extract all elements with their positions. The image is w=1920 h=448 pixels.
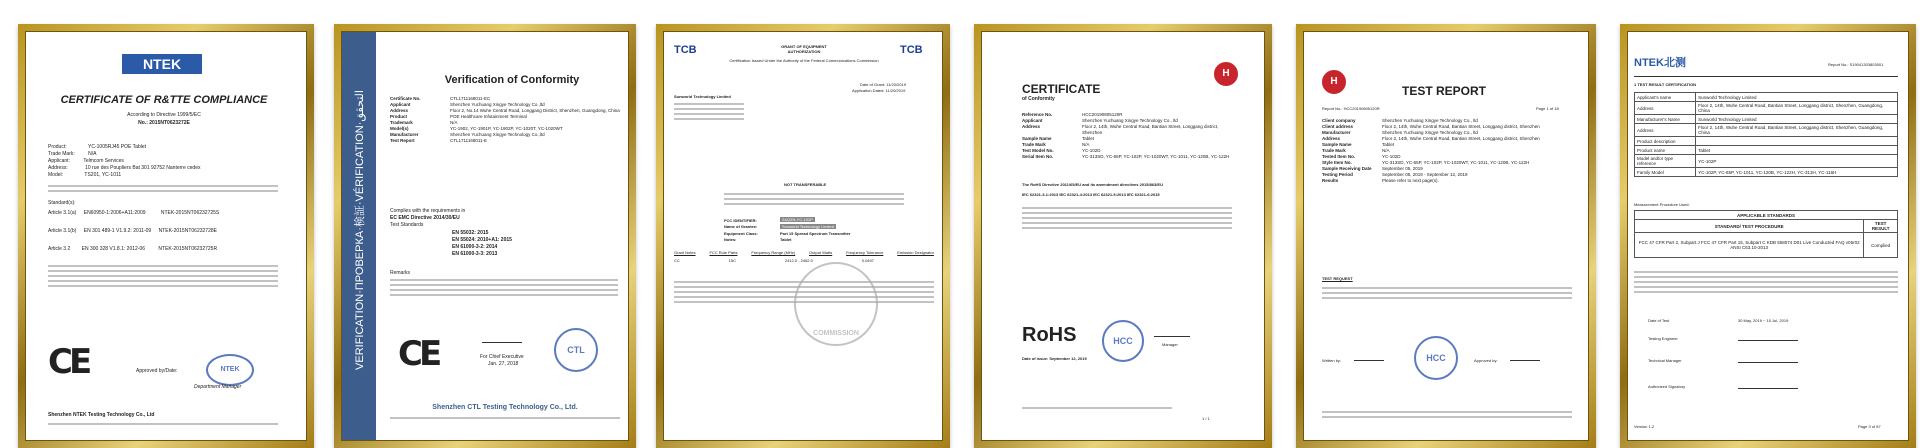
table-row: FCC 47 CFR Part 2, Subpart J FCC 47 CFR Part 15, Subpart C KDB 558074 D01 Live Conducted FAQ v05r02 ANSI C63.10-2013 Complied xyxy=(1635,233,1898,258)
field-row: Applicant Shenzhen Yuchuang Xingye Technology Co.,ltd xyxy=(390,102,545,107)
written-by: Written by: xyxy=(1322,358,1342,363)
certificate-ntek-test-result xyxy=(1627,31,1909,441)
rohs-mark: RoHS xyxy=(1022,324,1077,346)
ntek-logo: NTEK xyxy=(122,54,202,74)
footer-text xyxy=(1322,408,1572,421)
company-address xyxy=(674,100,744,123)
field-row: Sample Name Tablet xyxy=(1022,136,1095,141)
version: Version 1.2 xyxy=(1634,424,1655,429)
hcc-stamp: HCC xyxy=(1414,336,1458,380)
field-row: Address Floor 2, No.14 Wuhe Central Road, Longgang District, Shenzhen, Guangdong, China xyxy=(390,108,620,113)
cert-title: CERTIFICATE xyxy=(1022,82,1101,96)
role-label: Technical Manager xyxy=(1648,358,1682,363)
remarks-text xyxy=(390,276,618,299)
signature xyxy=(482,332,522,343)
standard-item: EN 55024: 2010+A1: 2015 xyxy=(452,237,512,243)
signature xyxy=(1738,352,1798,363)
cert-number: No.: 2015NT0623272E xyxy=(138,120,190,126)
cert-title: Verification of Conformity xyxy=(444,74,580,86)
approved-label: Approved by/Date: xyxy=(136,368,178,374)
field-row: Address Floor 2, 14th, Wuhe Central Road, Bantian Street, Longgang district, Shenzhen xyxy=(1322,136,1540,141)
field-row: Test Model No. YC-102D xyxy=(1022,148,1101,153)
certificate-frame-1[interactable] xyxy=(18,24,314,448)
report-title: TEST REPORT xyxy=(1401,84,1486,98)
equipment-class-label: Equipment Class: xyxy=(724,231,758,236)
application-date: Application Dated: 11/20/2019 xyxy=(852,88,906,93)
field-row: Address Floor 2, 14th, Wuhe Central Road, Bantian Street, Longgang district, Shenzhen xyxy=(1022,124,1219,135)
field-row: Trade Mark N/A xyxy=(1022,142,1090,147)
measurement-label: Measurement Procedure Used: xyxy=(1634,202,1690,207)
table-row: Address Floor 2, 14th, Wuhe Central Road, Bantian Street, Longgang district, Shenzhen, Guangdong, China xyxy=(1635,124,1898,137)
table-row: Family Model YC-102P, YC-65P, YC-1011, YC-120B, YC-122H, YC-313H, YC-116H xyxy=(1635,168,1898,177)
field-row: Certificate No. CTL1711168011-EC xyxy=(390,96,491,101)
role-label: Authorized Signatory xyxy=(1648,384,1686,389)
hcc-stamp: HCC xyxy=(1102,320,1144,362)
field-row: Client address Floor 2, 14th, Wuhe Central Road, Bantian Street, Longgang district, Shenzhen xyxy=(1322,124,1540,129)
chief-executive: For Chief Executive xyxy=(480,354,524,360)
field-row: Serial Item No. YC-313SD, YC-65P, YC-102P, YC-1020WT, YC-1011, YC-120B, YC-122H xyxy=(1022,154,1230,159)
test-request-text xyxy=(1322,284,1572,302)
grant-head: GRANT OF EQUIPMENT xyxy=(781,44,827,49)
field-product: Product: YC-1005RJ45 POE Tablet xyxy=(48,144,147,150)
certificate-hcc-test-report xyxy=(1303,31,1589,441)
field-list xyxy=(1322,118,1572,184)
page-indicator: Page 1 of 18 xyxy=(1536,106,1559,111)
divider xyxy=(1634,76,1898,77)
field-row: Style Item No. YC-313SD, YC-65P, YC-102P, YC-1020WT, YC-1011, YC-120B, YC-122H xyxy=(1322,160,1530,165)
equipment-class: Part 15 Spread Spectrum Transmitter xyxy=(780,231,851,236)
field-trademark: Trade Mark: N/A xyxy=(48,151,97,157)
grantee: Sunworld Technology Limited xyxy=(782,224,834,229)
table-row: Address Floor 2, 14th, Wuhe Central Road, Bantian Street, Longgang district, Shenzhen, Guangdong, China xyxy=(1635,102,1898,115)
field-row: Sample Receiving Date September 05, 2019 xyxy=(1322,166,1423,171)
role-label: Testing Engineer xyxy=(1648,336,1678,341)
fcc-id-label: FCC IDENTIFIER: xyxy=(724,218,757,223)
section-title: 1 TEST RESULT CERTIFICATION xyxy=(1634,82,1697,87)
standard-item: EN 61000-3-3: 2013 xyxy=(452,251,498,257)
table-row: Product description xyxy=(1635,137,1898,146)
standard-item: EN 55032: 2015 xyxy=(452,230,489,236)
certificate-frame-3[interactable] xyxy=(656,24,950,448)
hcc-logo: H xyxy=(1214,62,1238,86)
fcc-seal: COMMISSION xyxy=(794,262,878,346)
field-row: Testing Period September 05, 2019 - September 12, 2019 xyxy=(1322,172,1468,177)
ntek-logo: NTEK北测 xyxy=(1634,57,1686,69)
standard-item: EN 61000-3-2: 2014 xyxy=(452,244,498,250)
rohs-directive: The RoHS Directive 2011/65/EU and its amendment directives 2015/863/EU xyxy=(1022,182,1163,187)
certificate-frame-6[interactable] xyxy=(1620,24,1916,448)
body-text xyxy=(48,182,278,195)
grant-head: AUTHORIZATION xyxy=(787,49,821,54)
page-number: 1 / 1 xyxy=(1202,416,1210,421)
field-row: Manufacturer Shenzhen Yuchuang Xingye Technology Co.,ltd xyxy=(390,132,545,137)
field-row: Reference No. HCC20190805120R xyxy=(1022,112,1123,117)
info-table xyxy=(1634,92,1898,177)
side-band-text: VERIFICATION·ПРОВЕРКА·検証·VÉRIFICATION·التحقق xyxy=(354,90,366,370)
field-row: Results Please refer to next page(s). xyxy=(1322,178,1439,183)
date-of-test: 30 May, 2019 ~ 10 Jul, 2019 xyxy=(1738,318,1789,323)
field-row: Sample Name Tablet xyxy=(1322,142,1395,147)
certificate-frame-2[interactable] xyxy=(334,24,636,448)
test-request-heading: TEST REQUEST xyxy=(1322,276,1353,281)
table-row: APPLICABLE STANDARDS xyxy=(1635,211,1898,220)
hcc-logo: H xyxy=(1322,70,1346,94)
side-band xyxy=(342,32,376,440)
grant-table-header: Grant Notes FCC Rule Parts Frequency Range (MHz) Output Watts Frequency Tolerance Emission Designator xyxy=(674,250,934,255)
footer-text xyxy=(48,420,278,428)
body-text xyxy=(48,262,278,290)
footer-text xyxy=(390,414,620,422)
cert-directive: According to Directive 1999/5/EC xyxy=(127,112,201,118)
cert-subtitle: of Conformity xyxy=(1022,96,1055,102)
body-text xyxy=(1022,204,1232,232)
grantee-label: Name of Grantee: xyxy=(724,224,758,229)
standard-row: Article 3.1(a) EN60950-1:2006+A11:2009 NTEK-2015NT06232725S xyxy=(48,210,220,216)
date-of-test-label: Date of Test xyxy=(1648,318,1670,323)
cert-title: CERTIFICATE OF R&TTE COMPLIANCE xyxy=(60,94,268,106)
report-number: Report No.: S19041303803001 xyxy=(1828,62,1884,67)
footer-company: Shenzhen NTEK Testing Technology Co., Ltd xyxy=(48,412,155,418)
field-applicant: Applicant: Telmcom Services xyxy=(48,158,124,164)
department-manager: Department Manager xyxy=(194,384,242,390)
field-list xyxy=(390,96,620,144)
table-row: STANDARD/ TEST PROCEDURE TEST RESULT xyxy=(1635,220,1898,233)
signature-date: Jan. 27, 2018 xyxy=(488,361,519,367)
fcc-id: 2AQZN-YC-102P xyxy=(782,217,813,222)
certificate-ntek-rtte xyxy=(25,31,307,441)
manager-label: Manager xyxy=(1162,342,1178,347)
rohs-standards: IEC 62321-3-1:2013 IEC 62321-4:2013 IEC 62321-5:2013 IEC 62321-6:2015 xyxy=(1022,192,1160,197)
company-name: Sunworld Technology Limited xyxy=(674,94,731,99)
issue-date: Date of issue: September 12, 2019 xyxy=(1022,356,1087,361)
table-row: Applicant's name Sunworld Technology Limited xyxy=(1635,93,1898,102)
standard-row: Article 3.2 EN 300 328 V1.8.1: 2012-06 NTEK-2015NT06232725R xyxy=(48,246,218,252)
ntek-stamp: NTEK xyxy=(206,354,254,386)
grant-date: Date of Grant: 11/20/2019 xyxy=(860,82,906,87)
report-number: Report No.: HCC20190805120R xyxy=(1322,106,1380,111)
grant-subtitle: Certification Issued Under the Authority of the Federal Communications Commission xyxy=(729,58,879,63)
notes-label: Notes: xyxy=(724,237,737,242)
table-row: Manufacturer's Name Sunworld Technology Limited xyxy=(1635,115,1898,124)
certificate-frame-5[interactable] xyxy=(1296,24,1596,448)
table-row: Model and/or type reference YC-102P xyxy=(1635,155,1898,168)
certificate-ctl-verification xyxy=(341,31,629,441)
grant-table-row: CC 15C 2412.0 - 2462.0 0.0497 xyxy=(674,258,874,263)
ce-mark: CE xyxy=(48,342,89,382)
complies-text: Complies with the requirements in xyxy=(390,208,466,214)
grant-body xyxy=(724,190,904,208)
field-address: Address: 10 rue des Poupliers Bat 301 92752 Nanterre cedex xyxy=(48,165,201,171)
certificate-hcc-conformity xyxy=(981,31,1265,441)
certificate-fcc-grant xyxy=(663,31,943,441)
tcb-logo-left: TCB xyxy=(674,44,697,56)
standards-label: Test Standards xyxy=(390,222,424,228)
field-list xyxy=(1022,112,1232,160)
standard-row: Article 3.1(b) EN 301 489-1 V1.9.2: 2011-09 NTEK-2015NT06232728E xyxy=(48,228,217,234)
field-row: Manufacturer Shenzhen Yuchuang Xingye Technology Co., ltd xyxy=(1322,130,1478,135)
field-row: Trademark N/A xyxy=(390,120,458,125)
footer-text xyxy=(1022,404,1172,412)
ce-mark: CE xyxy=(398,334,439,374)
signature xyxy=(1738,330,1798,341)
approved-by: Approved by: xyxy=(1474,358,1498,363)
field-row: Product POE Healthcare Infotainment Terminal xyxy=(390,114,527,119)
remarks-label: Remarks xyxy=(390,270,411,276)
signature xyxy=(1738,378,1798,389)
notes: Tablet xyxy=(780,237,792,242)
table-row: Product name Tablet xyxy=(1635,146,1898,155)
field-row: Tested Item No. YC-102D xyxy=(1322,154,1401,159)
ctl-stamp: CTL xyxy=(554,328,598,372)
certificate-frame-4[interactable] xyxy=(974,24,1272,448)
standards-label: Standard(s): xyxy=(48,200,76,206)
field-row: Applicant Shenzhen Yuchuang Xingye Technology Co., ltd xyxy=(1022,118,1178,123)
field-model: Model: TS201, YC-1011 xyxy=(48,172,122,178)
signature xyxy=(1154,326,1190,337)
body-text xyxy=(1634,268,1898,296)
directive: EC EMC Directive 2014/30/EU xyxy=(390,215,460,221)
not-transferable: NOT TRANSFERABLE xyxy=(784,182,827,187)
field-row: Model(s) YC-1902, YC-1901P, YC-1902P, YC-1020T, YC-1020WT xyxy=(390,126,563,131)
footer-company: Shenzhen CTL Testing Technology Co., Ltd. xyxy=(432,404,578,411)
field-row: Trade Mark N/A xyxy=(1322,148,1390,153)
tcb-logo-right: TCB xyxy=(900,44,923,56)
field-row: Test Report CTL1711168011-E xyxy=(390,138,488,143)
page-number: Page 3 of 87 xyxy=(1858,424,1881,429)
standards-table xyxy=(1634,210,1898,258)
signature xyxy=(1354,350,1384,361)
field-row: Client company Shenzhen Yuchuang Xingye Technology Co., ltd xyxy=(1322,118,1478,123)
signature xyxy=(1510,350,1540,361)
